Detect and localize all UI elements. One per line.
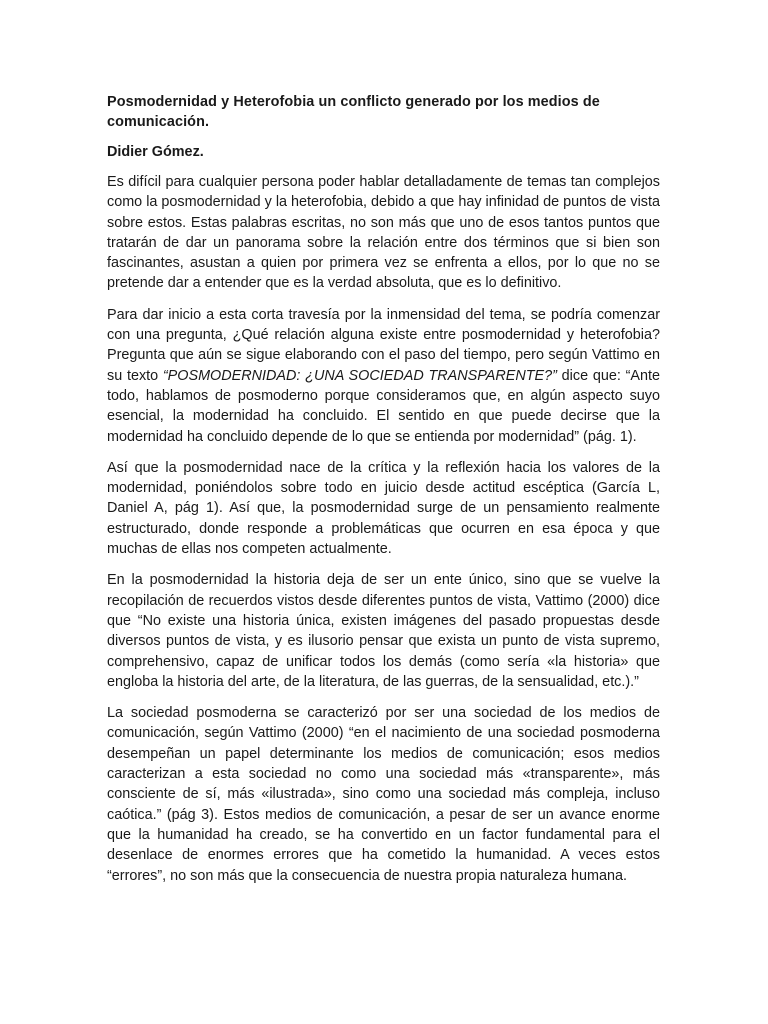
document-author: Didier Gómez. (107, 144, 204, 160)
document-title: Posmodernidad y Heterofobia un conflicto generado por los medios de comunicación. (107, 94, 600, 130)
paragraph-2-italic-title: “POSMODERNIDAD: ¿UNA SOCIEDAD TRANSPARENTE?” (162, 367, 557, 384)
paragraph-1: Es difícil para cualquier persona poder hablar detalladamente de temas tan complejos como la posmodernidad y la heterofobia, debido a que hay infinidad de puntos de vista sobre estos. Estas palabras escritas, no son más que uno de esos tantos puntos que tratarán de dar un panorama sobre la relación entre dos términos que si bien son fascinantes, asustan a quien por primera vez se enfrenta a ellos, por lo que no se pretende dar a entender que es la verdad absoluta, que es lo definitivo. (107, 174, 660, 292)
document-page (107, 92, 660, 897)
paragraph-3: Así que la posmodernidad nace de la crítica y la reflexión hacia los valores de la modernidad, poniéndolos sobre todo en juicio desde actitud escéptica (García L, Daniel A, pág 1). Así que, la posmodernidad surge de un pensamiento realmente estructurado, donde responde a problemáticas que ocurren en esa época y que muchas de ellas nos competen actualmente. (107, 459, 660, 558)
paragraph-2-text-after: dice que: “Ante todo, hablamos de posmoderno porque consideramos que, en algún aspecto suyo esencial, la modernidad ha concluido. El sentido en que puede decirse que la modernidad ha concluido depende de lo que se entienda por modernidad” (pág. 1). (107, 367, 660, 445)
paragraph-4: En la posmodernidad la historia deja de ser un ente único, sino que se vuelve la recopilación de recuerdos vistos desde diferentes puntos de vista, Vattimo (2000) dice que “No existe una historia única, existen imágenes del pasado propuestas desde diversos puntos de vista, y es ilusorio pensar que exista un punto de vista supremo, comprehensivo, capaz de unificar todos los demás (como sería «la historia» que engloba la historia del arte, de la literatura, de las guerras, de la sensualidad, etc.).” (107, 572, 660, 690)
paragraph-2-text-before: Para dar inicio a esta corta travesía por la inmensidad del tema, se podría comenzar con una pregunta, ¿Qué relación alguna existe entre posmodernidad y heterofobia? Pregunta que aún se sigue elaborando con el paso del tiempo, pero según Vattimo en su texto (107, 306, 660, 384)
paragraph-2 (107, 305, 660, 447)
paragraph-5: La sociedad posmoderna se caracterizó por ser una sociedad de los medios de comunicación, según Vattimo (2000) “en el nacimiento de una sociedad posmoderna desempeñan un papel determinante los medios de comunicación; esos medios caracterizan a esta sociedad no como una sociedad más «transparente», más consciente de sí, más «ilustrada», sino como una sociedad más compleja, incluso caótica.” (pág 3). Estos medios de comunicación, a pesar de ser un avance enorme que la humanidad ha creado, se ha convertido en un factor fundamental para el desenlace de enormes errores que ha cometido la humanidad. A veces estos “errores”, no son más que la consecuencia de nuestra propia naturaleza humana. (107, 705, 660, 884)
